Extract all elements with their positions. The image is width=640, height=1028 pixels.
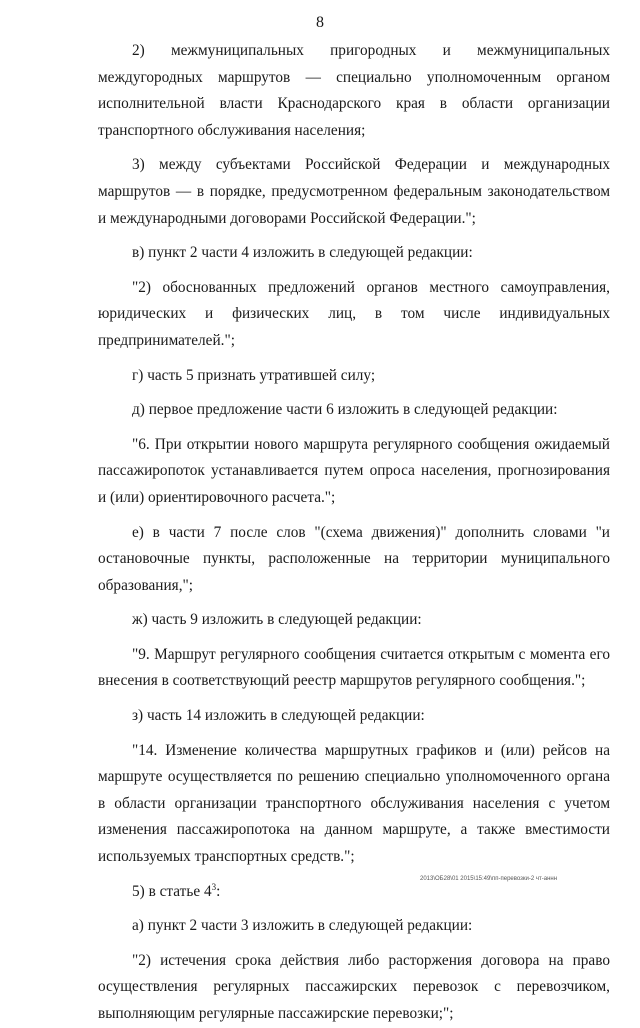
paragraph-quote-2: "2) обоснованных предложений органов местного самоуправления, юридических и физических лиц, в том числе индивидуальных предпринимателей.";	[98, 278, 610, 349]
paragraph-e: е) в части 7 после слов "(схема движения)" дополнить словами "и остановочные пункты, расположенные на территории муниципального образования,";	[98, 523, 610, 594]
paragraph-item-2: 2) межмуниципальных пригородных и межмуниципальных междугородных маршрутов — специально уполномоченным органом исполнительной власти Краснодарского края в области организации транспортного обслуживания населения;	[98, 42, 610, 139]
paragraph-quote-6: "6. При открытии нового маршрута регулярного сообщения ожидаемый пассажиропоток устанавливается путем опроса населения, прогнозирования и (или) ориентировочного расчета.";	[98, 435, 610, 506]
paragraph-zh: ж) часть 9 изложить в следующей редакции:	[132, 611, 422, 629]
article-suffix: :	[216, 882, 221, 900]
footer-file-stamp: 2013\ОБ28\01 2015\15:49\пп-перевозки-2 чт-аннн	[420, 876, 558, 882]
paragraph-v: в) пункт 2 части 4 изложить в следующей редакции:	[132, 244, 473, 262]
article-prefix: 5) в статье 4	[132, 882, 212, 900]
page-number: 8	[316, 14, 324, 31]
paragraph-quote-9: "9. Маршрут регулярного сообщения считается открытым с момента его внесения в соответствующий реестр маршрутов регулярного сообщения.";	[98, 645, 610, 690]
paragraph-quote-14: "14. Изменение количества маршрутных графиков и (или) рейсов на маршруте осуществляется по решению специально уполномоченного органа в области организации транспортного обслуживания населения с учетом изменения пассажиропотока на данном маршруте, а также вместимости используемых транспортных средств.";	[98, 741, 610, 866]
paragraph-a: а) пункт 2 части 3 изложить в следующей редакции:	[132, 917, 473, 935]
paragraph-g: г) часть 5 признать утратившей силу;	[132, 366, 376, 384]
paragraph-article-5	[98, 879, 610, 906]
paragraph-d: д) первое предложение части 6 изложить в следующей редакции:	[132, 401, 558, 419]
paragraph-item-3: 3) между субъектами Российской Федерации и международных маршрутов — в порядке, предусмотренном федеральным законодательством и международными договорами Российской Федерации.";	[98, 156, 610, 227]
paragraph-quote-2b: "2) истечения срока действия либо расторжения договора на право осуществления регулярных пассажирских перевозок с перевозчиком, выполняющим регулярные пассажирские перевозки;";	[98, 951, 610, 1022]
paragraph-z: з) часть 14 изложить в следующей редакции:	[132, 707, 425, 725]
article-superscript: 3	[211, 881, 217, 892]
